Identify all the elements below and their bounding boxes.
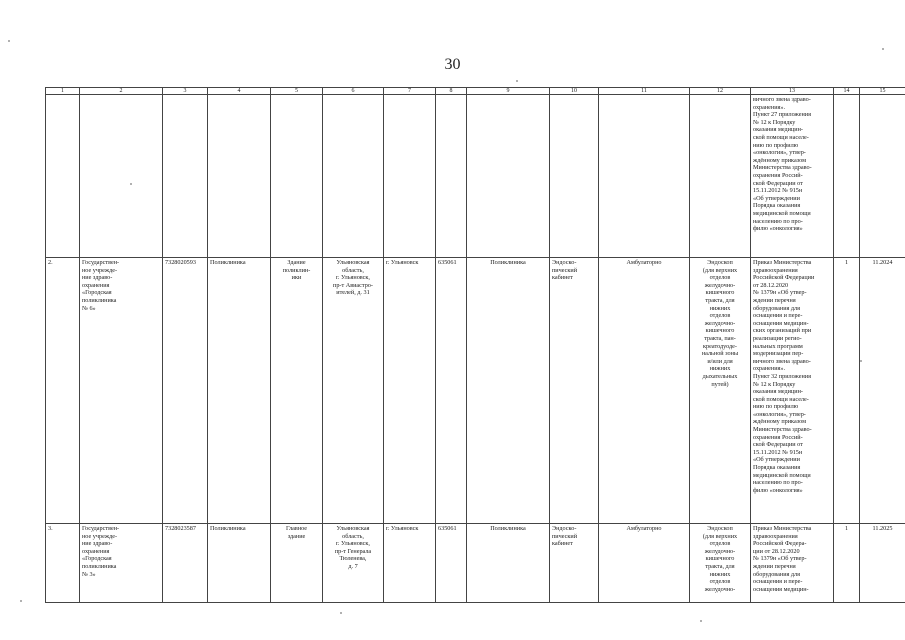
cell-organization: Государствен- ное учрежде- ние здраво- охранения «Городская поликлиника № 3» (80, 524, 163, 603)
column-number: 4 (208, 88, 271, 95)
scan-speck (8, 40, 10, 42)
column-number: 11 (599, 88, 690, 95)
cell-inn: 7328023587 (163, 524, 208, 603)
cell-address: Ульяновская область, г. Ульяновск, пр-т Генерала Тюленева, д. 7 (323, 524, 384, 603)
cell-inn (163, 95, 208, 258)
cell-legal-basis: Приказ Министерства здравоохранения Российской Федера- ции от 28.12.2020 № 1379н «Об утвер- ждении перечня оборудования для оснащения и пере- оснащения медицин- (751, 524, 834, 603)
column-number: 10 (550, 88, 599, 95)
cell-subdivision (467, 95, 550, 258)
cell-building (271, 95, 323, 258)
cell-legal-basis: Приказ Министерства здравоохранения Российской Федерации от 28.12.2020 № 1379н «Об утвер- ждении перечня оборудования для оснащения и пере- оснащения медицин- ских организаций при реализации регио- нальных программ модернизации пер- вичного звена здраво- охранения». Пункт 32 приложения № 12 к Порядку оказания медицин- ской помощи населе- нию по профилю «онкология», утвер- ждённому приказом Министерства здраво- охранения Россий- ской Федерации от 15.11.2012 № 915н «Об утверждении Порядка оказания медицинской помощи населению по про- филю «онкология» (751, 258, 834, 524)
cell-number: 2. (46, 258, 80, 524)
cell-address: Ульяновская область, г. Ульяновск, пр-т Авиастро- ителей, д. 31 (323, 258, 384, 524)
cell-cabinet: Эндоско- пический кабинет (550, 258, 599, 524)
scan-speck (130, 183, 132, 185)
table-row (46, 95, 905, 258)
cell-number (46, 95, 80, 258)
column-number: 3 (163, 88, 208, 95)
cell-care-condition: Амбулаторно (599, 524, 690, 603)
cell-organization: Государствен- ное учрежде- ние здраво- охранения «Городская поликлиника № 6» (80, 258, 163, 524)
cell-type (208, 95, 271, 258)
cell-organization (80, 95, 163, 258)
cell-city: г. Ульяновск (384, 258, 436, 524)
column-number: 5 (271, 88, 323, 95)
cell-code: 635061 (436, 258, 467, 524)
cell-number: 3. (46, 524, 80, 603)
cell-care-condition: Амбулаторно (599, 258, 690, 524)
scan-speck (860, 360, 862, 362)
scan-speck (516, 80, 518, 82)
cell-city: г. Ульяновск (384, 524, 436, 603)
cell-type: Поликлиника (208, 258, 271, 524)
cell-address (323, 95, 384, 258)
cell-type: Поликлиника (208, 524, 271, 603)
column-number: 15 (860, 88, 905, 95)
cell-code (436, 95, 467, 258)
cell-building: Главное здание (271, 524, 323, 603)
cell-quantity (834, 95, 860, 258)
column-number: 1 (46, 88, 80, 95)
column-number-row (46, 88, 905, 95)
column-number: 9 (467, 88, 550, 95)
cell-subdivision: Поликлиника (467, 258, 550, 524)
cell-inn: 7328020593 (163, 258, 208, 524)
table-row (46, 258, 905, 524)
cell-date: 11.2025 (860, 524, 905, 603)
cell-care-condition (599, 95, 690, 258)
cell-equipment (690, 95, 751, 258)
cell-quantity: 1 (834, 524, 860, 603)
cell-equipment: Эндоскоп (для верхних отделов желудочно- кишечного тракта, для нижних отделов желудочно- кишечного тракта, пан- креатодуоде- нальной зоны и/или для нижних дыхательных путей) (690, 258, 751, 524)
cell-subdivision: Поликлиника (467, 524, 550, 603)
cell-quantity: 1 (834, 258, 860, 524)
scan-speck (20, 600, 22, 602)
page-number: 30 (444, 56, 461, 73)
cell-building: Здание поликлин- ики (271, 258, 323, 524)
column-number: 6 (323, 88, 384, 95)
cell-city (384, 95, 436, 258)
table-row (46, 524, 905, 603)
equipment-table-sheet (45, 87, 893, 603)
column-number: 12 (690, 88, 751, 95)
cell-date (860, 95, 905, 258)
column-number: 8 (436, 88, 467, 95)
column-number: 2 (80, 88, 163, 95)
scan-speck (882, 48, 884, 50)
equipment-table (45, 87, 905, 603)
cell-legal-basis: вичного звена здраво- охранения». Пункт 27 приложения № 12 к Порядку оказания медицин- ской помощи населе- нию по профилю «онкология», утвер- ждённому приказом Министерства здраво- охранения Россий- ской Федерации от 15.11.2012 № 915н «Об утверждении Порядка оказания медицинской помощи населению по про- филю «онкология» (751, 95, 834, 258)
column-number: 14 (834, 88, 860, 95)
column-number: 13 (751, 88, 834, 95)
cell-date: 11.2024 (860, 258, 905, 524)
cell-cabinet: Эндоско- пический кабинет (550, 524, 599, 603)
column-number: 7 (384, 88, 436, 95)
scan-speck (340, 612, 342, 614)
cell-code: 635061 (436, 524, 467, 603)
cell-equipment: Эндоскоп (для верхних отделов желудочно- кишечного тракта, для нижних отделов желудочно- (690, 524, 751, 603)
cell-cabinet (550, 95, 599, 258)
scan-speck (700, 620, 702, 622)
